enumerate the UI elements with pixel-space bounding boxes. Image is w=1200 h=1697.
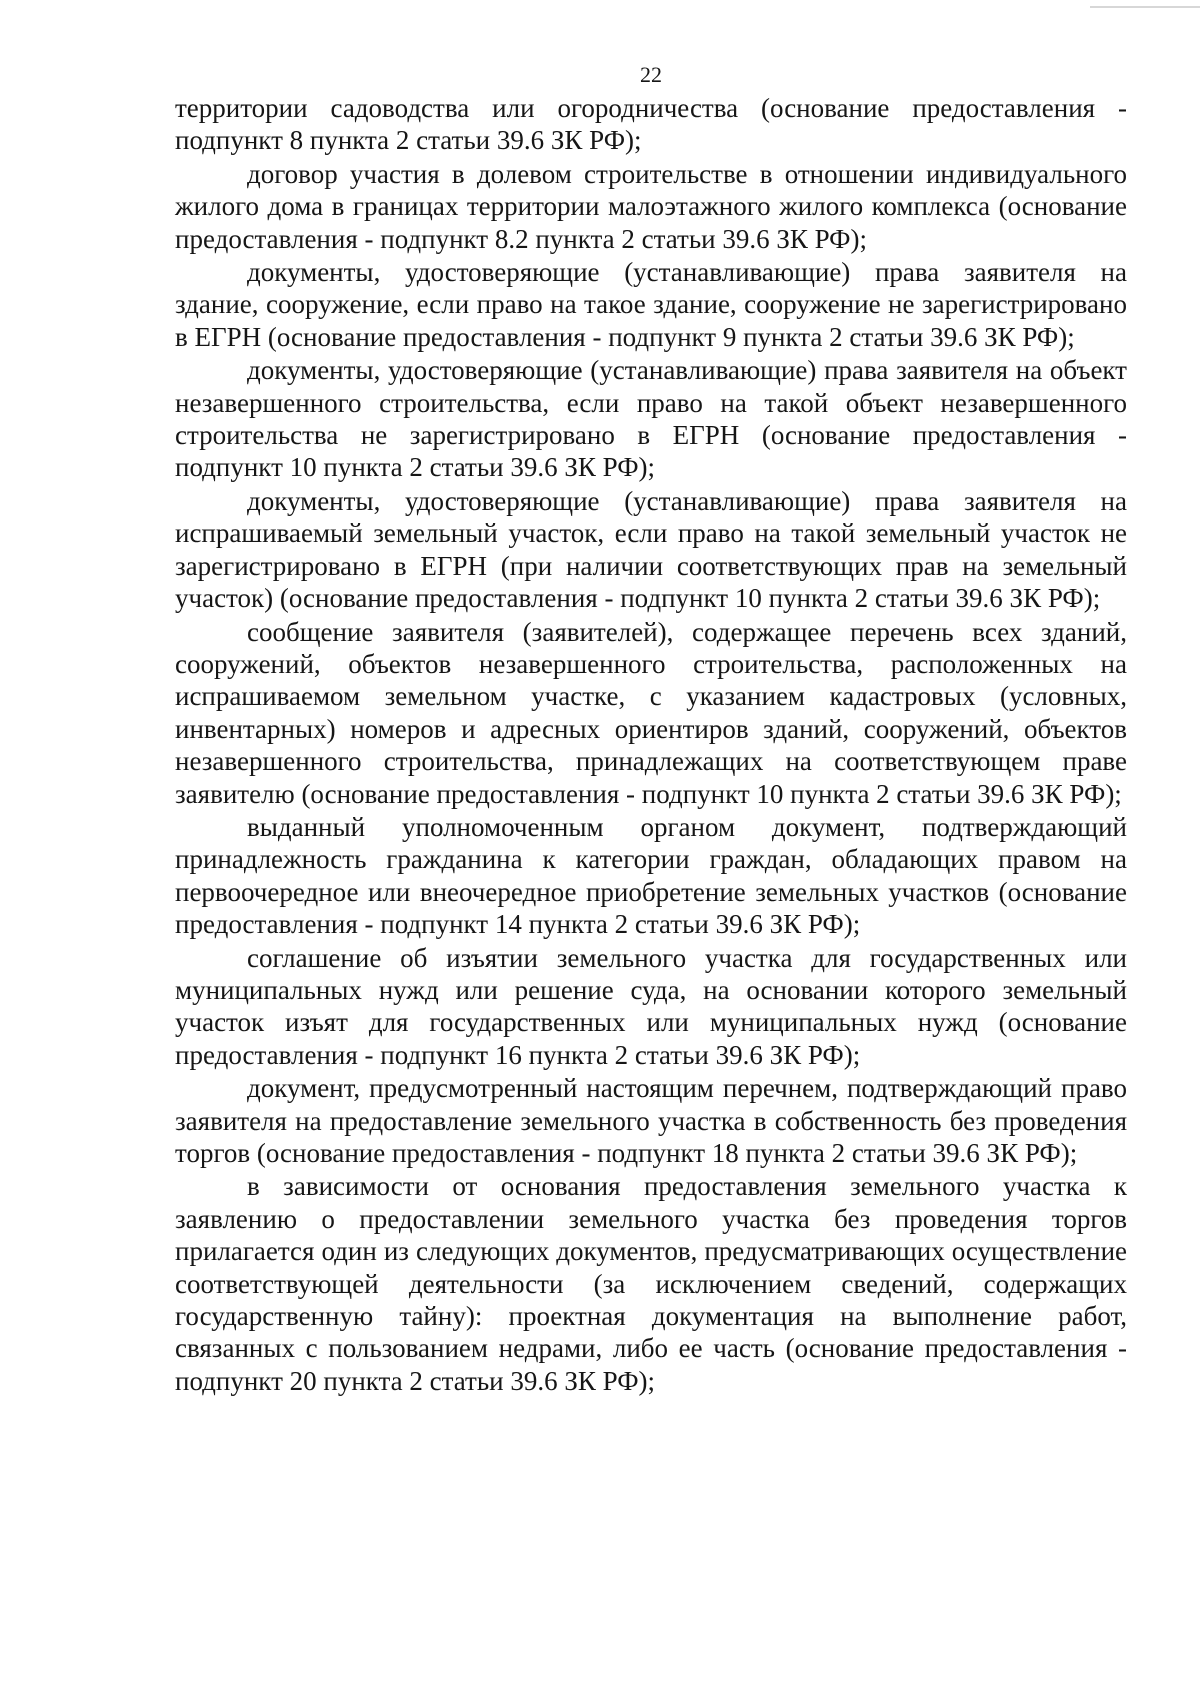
paragraph: в зависимости от основания предоставления земельного участка к заявлению о предоставлении земельного участка без проведения торгов прилагается один из следующих документов, предусматривающих осуществление соответствующей деятельности (за исключением сведений, содержащих государственную тайну): проектная документация на выполнение работ, связанных с пользованием недрами, либо ее часть (основание предоставления - подпункт 20 пункта 2 статьи 39.6 ЗК РФ); xyxy=(175,1171,1127,1396)
paragraph: договор участия в долевом строительстве в отношении индивидуального жилого дома в границах территории малоэтажного жилого комплекса (основание предоставления - подпункт 8.2 пункта 2 статьи 39.6 ЗК РФ); xyxy=(175,158,1127,254)
paragraph: документы, удостоверяющие (устанавливающие) права заявителя на испрашиваемый земельный участок, если право на такой земельный участок не зарегистрировано в ЕГРН (при наличии соответствующих прав на земельный участок) (основание предоставления - подпункт 10 пункта 2 статьи 39.6 ЗК РФ); xyxy=(175,485,1127,614)
paragraph: сообщение заявителя (заявителей), содержащее перечень всех зданий, сооружений, объектов незавершенного строительства, расположенных на испрашиваемом земельном участке, с указанием кадастровых (условных, инвентарных) номеров и адресных ориентиров зданий, сооружений, объектов незавершенного строительства, принадлежащих на соответствующем праве заявителю (основание предоставления - подпункт 10 пункта 2 статьи 39.6 ЗК РФ); xyxy=(175,616,1127,809)
paragraph: соглашение об изъятии земельного участка для государственных или муниципальных нужд или решение суда, на основании которого земельный участок изъят для государственных или муниципальных нужд (основание предоставления - подпункт 16 пункта 2 статьи 39.6 ЗК РФ); xyxy=(175,942,1127,1070)
scan-edge-mark xyxy=(1090,6,1200,8)
page-number: 22 xyxy=(640,62,662,87)
paragraph-continued: территории садоводства или огородничества (основание предоставления - подпункт 8 пункта 2 статьи 39.6 ЗК РФ); xyxy=(175,93,1127,156)
paragraph: документ, предусмотренный настоящим перечнем, подтверждающий право заявителя на предоставление земельного участка в собственность без проведения торгов (основание предоставления - подпункт 18 пункта 2 статьи 39.6 ЗК РФ); xyxy=(175,1073,1127,1168)
paragraph: документы, удостоверяющие (устанавливающие) права заявителя на объект незавершенного строительства, если право на такой объект незавершенного строительства не зарегистрировано в ЕГРН (основание предоставления - подпункт 10 пункта 2 статьи 39.6 ЗК РФ); xyxy=(175,355,1127,483)
paragraph: документы, удостоверяющие (устанавливающие) права заявителя на здание, сооружение, если право на такое здание, сооружение не зарегистрировано в ЕГРН (основание предоставления - подпункт 9 пункта 2 статьи 39.6 ЗК РФ); xyxy=(175,257,1127,352)
paragraph: выданный уполномоченным органом документ, подтверждающий принадлежность гражданина к категории граждан, обладающих правом на первоочередное или внеочередное приобретение земельных участков (основание предоставления - подпункт 14 пункта 2 статьи 39.6 ЗК РФ); xyxy=(175,811,1127,940)
document-page xyxy=(175,62,1127,1397)
